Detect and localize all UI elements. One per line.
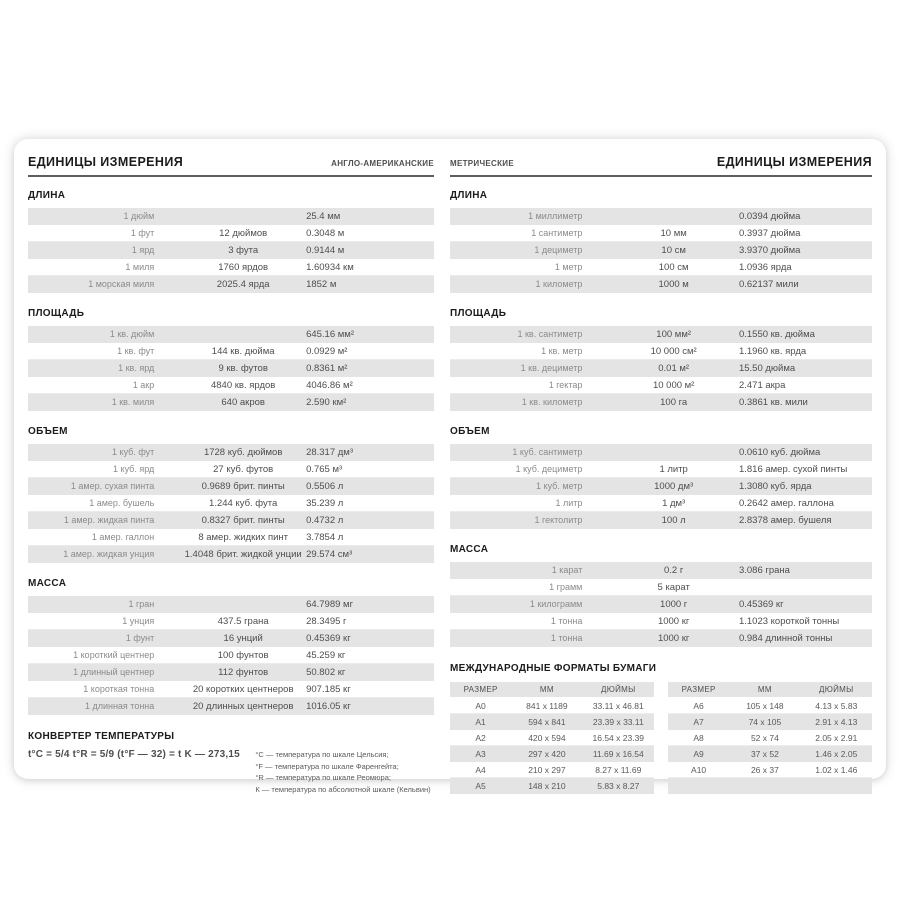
table-cell: 1.60934 км <box>306 262 354 273</box>
table-cell: 1 тонна <box>550 616 583 626</box>
table-cell: 45.259 кг <box>306 650 346 661</box>
table-cell: 1 кв. дециметр <box>520 363 583 373</box>
table-row <box>28 647 434 664</box>
section-right-3 <box>450 544 872 647</box>
table-cell: 0.3937 дюйма <box>738 228 801 239</box>
paper-table-cell: 11.69 x 16.54 <box>592 749 644 759</box>
table-cell: 1 кв. миля <box>111 397 155 407</box>
table-cell: 10 мм <box>660 228 687 239</box>
table-cell: 0.2642 амер. галлона <box>738 498 834 509</box>
table-cell: 1.1023 короткой тонны <box>738 616 840 627</box>
table-cell: 20 длинных центнеров <box>192 701 294 712</box>
paper-table-cell: 33.11 x 46.81 <box>592 701 644 711</box>
table-cell: 1 амер. галлон <box>91 532 155 542</box>
section-left-1 <box>28 308 434 411</box>
paper-table-cell: 1.46 x 2.05 <box>815 749 858 759</box>
table-cell: 1 гран <box>128 599 155 609</box>
section-title: ДЛИНА <box>450 190 488 201</box>
table-cell: 1 миллиметр <box>528 211 583 221</box>
paper-table-cell: 2.91 x 4.13 <box>815 717 858 727</box>
table-cell: 1 фут <box>130 228 155 238</box>
table-cell: 9 кв. футов <box>218 363 268 374</box>
table-cell: 50.802 кг <box>306 667 346 678</box>
table-cell <box>610 444 737 461</box>
temperature-converter-title: КОНВЕРТЕР ТЕМПЕРАТУРЫ <box>28 731 175 742</box>
paper-table-cell <box>668 778 729 794</box>
table-cell: 1 фунт <box>125 633 155 643</box>
paper-table-cell: 210 x 297 <box>528 765 566 775</box>
table-cell: 1 дециметр <box>534 245 583 255</box>
unit-sections-metric <box>450 190 872 647</box>
page-subtitle-anglo: АНГЛО-АМЕРИКАНСКИЕ <box>331 159 434 168</box>
table-cell: 2.8378 амер. бушеля <box>738 515 832 526</box>
table-cell <box>182 326 304 343</box>
paper-header-cell: ДЮЙМЫ <box>601 685 636 694</box>
table-cell: 2.471 акра <box>738 380 786 391</box>
table-row <box>28 394 434 411</box>
paper-table-cell: 16.54 x 23.39 <box>592 733 645 743</box>
paper-table-cell: A9 <box>693 749 704 759</box>
paper-table-row <box>668 746 872 762</box>
paper-header-cell: ММ <box>757 685 772 694</box>
table-row <box>450 444 872 461</box>
table-row <box>28 343 434 360</box>
table-row <box>450 630 872 647</box>
table-cell: 1 гектар <box>548 380 583 390</box>
table-row <box>450 360 872 377</box>
table-cell: 0.0610 куб. дюйма <box>738 447 821 458</box>
table-cell: 1 кв. сантиметр <box>517 329 583 339</box>
temperature-converter <box>28 731 434 796</box>
table-cell: 0.4732 л <box>306 515 344 526</box>
table-cell: 1 короткий центнер <box>73 650 155 660</box>
table-row <box>450 596 872 613</box>
paper-table-cell: A2 <box>475 733 486 743</box>
table-cell: 0.1550 кв. дюйма <box>738 329 815 340</box>
table-cell: 1 километр <box>535 279 583 289</box>
table-cell: 8 амер. жидких пинт <box>198 532 289 543</box>
table-cell: 10 000 м² <box>652 380 695 391</box>
section-left-0 <box>28 190 434 293</box>
section-title: МАССА <box>450 544 489 555</box>
table-cell: 1 кв. километр <box>521 397 583 407</box>
paper-table-cell: 297 x 420 <box>528 749 566 759</box>
paper-table-cell: 8.27 x 11.69 <box>595 765 642 775</box>
table-cell: 1 короткая тонна <box>83 684 155 694</box>
table-cell: 27 куб. футов <box>213 464 274 475</box>
table-row <box>450 461 872 478</box>
paper-formats-title: МЕЖДУНАРОДНЫЕ ФОРМАТЫ БУМАГИ <box>450 663 657 674</box>
table-cell: 1 амер. жидкая унция <box>63 549 155 559</box>
table-cell: 1 метр <box>554 262 583 272</box>
table-cell <box>182 596 304 613</box>
section-right-1 <box>450 308 872 411</box>
paper-table-row <box>450 714 654 730</box>
paper-table-cell: A6 <box>693 701 704 711</box>
table-cell: 64.7989 мг <box>306 599 354 610</box>
paper-table-cell: 148 x 210 <box>528 781 566 791</box>
table-row <box>450 579 872 596</box>
paper-header-cell: ММ <box>539 685 554 694</box>
page-title-right: ЕДИНИЦЫ ИЗМЕРЕНИЯ <box>716 155 872 169</box>
table-cell: 0.8361 м² <box>306 363 348 374</box>
paper-table-header-row <box>450 682 654 698</box>
table-cell: 12 дюймов <box>219 228 268 239</box>
paper-table-cell: A3 <box>475 749 486 759</box>
table-cell: 1 литр <box>555 498 583 508</box>
paper-table-row <box>450 698 654 714</box>
paper-table-row <box>668 762 872 778</box>
table-cell: 100 фунтов <box>217 650 269 661</box>
table-cell: 0.3048 м <box>306 228 345 239</box>
table-cell: 1 акр <box>132 380 155 390</box>
temperature-note: К — температура по абсолютной шкале (Кельвин) <box>255 784 431 794</box>
temperature-converter-body <box>28 749 434 796</box>
table-cell <box>737 579 872 596</box>
table-cell: 1 куб. сантиметр <box>512 447 583 457</box>
table-cell: 1 сантиметр <box>531 228 583 238</box>
column-metric <box>450 152 872 791</box>
table-row <box>450 512 872 529</box>
paper-table-cell: A1 <box>475 717 486 727</box>
header-rule-left <box>28 175 434 177</box>
table-cell: 0.01 м² <box>658 363 690 374</box>
paper-table-a0-a5 <box>450 682 654 794</box>
table-cell: 1 морская миля <box>88 279 155 289</box>
table-row <box>450 259 872 276</box>
paper-table-a6-a10 <box>668 682 872 794</box>
table-row <box>450 225 872 242</box>
page-title-left: ЕДИНИЦЫ ИЗМЕРЕНИЯ <box>28 155 184 169</box>
paper-table-cell: 105 x 148 <box>746 701 784 711</box>
table-cell: 1 гектолитр <box>534 515 583 525</box>
table-cell: 0.45369 кг <box>306 633 351 644</box>
table-cell: 0.984 длинной тонны <box>738 633 833 644</box>
table-cell: 20 коротких центнеров <box>192 684 294 695</box>
table-cell: 1 куб. фут <box>112 447 155 457</box>
temperature-note: °F — температура по шкале Фаренгейта; <box>255 761 399 771</box>
table-row <box>28 461 434 478</box>
paper-table-cell: A8 <box>693 733 704 743</box>
table-row <box>28 596 434 613</box>
left-header <box>28 152 434 169</box>
table-cell: 3.7854 л <box>306 532 344 543</box>
table-cell: 1000 дм³ <box>654 481 694 492</box>
table-cell: 0.0929 м² <box>306 346 348 357</box>
table-cell: 1000 кг <box>657 616 690 627</box>
section-left-2 <box>28 426 434 563</box>
table-cell: 0.9689 брит. пинты <box>201 481 285 492</box>
section-title: МАССА <box>28 578 67 589</box>
table-cell: 29.574 см³ <box>306 549 353 560</box>
paper-table-row <box>450 778 654 794</box>
table-row <box>450 343 872 360</box>
table-cell: 1 куб. дециметр <box>515 464 583 474</box>
table-cell <box>610 208 737 225</box>
table-row <box>450 208 872 225</box>
table-cell: 645.16 мм² <box>306 329 354 340</box>
paper-table-row <box>668 714 872 730</box>
table-cell: 1.244 куб. фута <box>209 498 278 509</box>
paper-formats-tables <box>450 682 872 794</box>
table-cell: 1 дм³ <box>662 498 686 509</box>
table-cell: 0.62137 мили <box>738 279 799 290</box>
right-header <box>450 152 872 169</box>
table-row <box>28 377 434 394</box>
table-cell: 100 см <box>658 262 689 273</box>
paper-header-cell: ДЮЙМЫ <box>819 685 854 694</box>
table-cell: 10 см <box>661 245 686 256</box>
table-row <box>28 512 434 529</box>
table-row <box>450 495 872 512</box>
table-cell: 1 дюйм <box>123 211 155 221</box>
table-cell: 1 миля <box>125 262 155 272</box>
table-cell: 1728 куб. дюймов <box>203 447 283 458</box>
table-row <box>450 326 872 343</box>
table-row <box>28 681 434 698</box>
paper-table-cell: 594 x 841 <box>528 717 566 727</box>
table-cell: 144 кв. дюйма <box>211 346 275 357</box>
table-cell: 2025.4 ярда <box>216 279 270 290</box>
table-cell: 1 кв. фут <box>117 346 155 356</box>
table-cell: 25.4 мм <box>306 211 341 222</box>
table-row <box>28 546 434 563</box>
paper-table-header-row <box>668 682 872 698</box>
table-cell: 1.816 амер. сухой пинты <box>738 464 848 475</box>
table-cell: 1 ярд <box>131 245 155 255</box>
table-cell: 1 тонна <box>550 633 583 643</box>
unit-sections-anglo <box>28 190 434 715</box>
table-cell: 100 мм² <box>656 329 692 340</box>
section-title: ДЛИНА <box>28 190 66 201</box>
table-cell: 1 амер. жидкая пинта <box>63 515 155 525</box>
table-cell: 1 куб. метр <box>536 481 583 491</box>
paper-table-row <box>668 698 872 714</box>
temperature-note: °C — температура по шкале Цельсия; <box>255 750 389 759</box>
table-cell: 3.9370 дюйма <box>738 245 801 256</box>
table-cell: 1852 м <box>306 279 337 290</box>
units-page <box>14 139 886 794</box>
table-row <box>450 242 872 259</box>
table-row <box>28 495 434 512</box>
table-row <box>28 259 434 276</box>
paper-table-cell: 52 x 74 <box>750 733 779 743</box>
table-cell: 1016.05 кг <box>306 701 351 712</box>
table-cell: 640 акров <box>221 397 265 408</box>
paper-table-cell: A7 <box>693 717 704 727</box>
table-cell: 907.185 кг <box>306 684 351 695</box>
table-cell: 437.5 грана <box>217 616 269 627</box>
table-cell: 100 га <box>660 397 688 408</box>
paper-table-cell: A4 <box>475 765 486 775</box>
table-cell: 0.765 м³ <box>306 464 343 475</box>
table-cell: 0.8327 брит. пинты <box>201 515 285 526</box>
temperature-formula: t°C = 5/4 t°R = 5/9 (t°F — 32) = t K — 273,15 <box>28 749 240 760</box>
table-row <box>450 478 872 495</box>
table-row <box>28 529 434 546</box>
table-cell: 1.4048 брит. жидкой унции <box>184 549 302 560</box>
section-title: ПЛОЩАДЬ <box>28 308 85 319</box>
table-cell: 1 карат <box>551 565 583 575</box>
table-row <box>28 478 434 495</box>
paper-table-cell: 420 x 594 <box>528 733 566 743</box>
section-right-2 <box>450 426 872 529</box>
paper-table-cell: 5.83 x 8.27 <box>597 781 640 791</box>
table-row <box>450 394 872 411</box>
table-row <box>28 276 434 293</box>
temperature-notes <box>255 749 434 796</box>
paper-table-cell: 841 x 1189 <box>526 701 568 711</box>
table-cell: 0.3861 кв. мили <box>738 397 808 408</box>
section-title: ПЛОЩАДЬ <box>450 308 507 319</box>
paper-table-cell: 37 x 52 <box>750 749 779 759</box>
table-cell: 1 кв. дюйм <box>109 329 155 339</box>
paper-table-cell <box>729 778 800 794</box>
table-cell: 1.1960 кв. ярда <box>738 346 807 357</box>
table-cell: 2.590 км² <box>306 397 347 408</box>
table-cell: 1 длинная тонна <box>84 701 155 711</box>
table-row <box>28 360 434 377</box>
table-row <box>28 242 434 259</box>
paper-table-row <box>450 762 654 778</box>
table-cell: 1.3080 куб. ярда <box>738 481 812 492</box>
table-cell: 4840 кв. ярдов <box>210 380 276 391</box>
table-row <box>450 377 872 394</box>
table-row <box>28 326 434 343</box>
table-cell: 3 фута <box>228 245 259 256</box>
table-cell: 10 000 см² <box>650 346 697 357</box>
table-cell: 0.5506 л <box>306 481 344 492</box>
paper-table-cell: A5 <box>475 781 486 791</box>
paper-header-cell: РАЗМЕР <box>463 685 498 694</box>
table-cell: 28.3495 г <box>306 616 347 627</box>
paper-table-cell: 2.05 x 2.91 <box>815 733 858 743</box>
table-cell: 3.086 грана <box>738 565 790 576</box>
table-row <box>450 276 872 293</box>
section-title: ОБЪЕМ <box>28 426 68 437</box>
table-cell: 1 кв. метр <box>541 346 583 356</box>
table-cell: 1 литр <box>659 464 688 475</box>
table-cell: 1 длинный центнер <box>73 667 155 677</box>
section-title: ОБЪЕМ <box>450 426 490 437</box>
page-subtitle-metric: МЕТРИЧЕСКИЕ <box>450 159 514 168</box>
table-cell: 5 карат <box>657 582 690 593</box>
table-cell: 1760 ярдов <box>218 262 269 273</box>
paper-table-row <box>450 730 654 746</box>
table-cell: 1000 кг <box>657 633 690 644</box>
table-cell: 0.2 г <box>664 565 684 576</box>
paper-table-cell: 1.02 x 1.46 <box>815 765 858 775</box>
paper-table-cell: A0 <box>475 701 486 711</box>
table-cell: 1 килограмм <box>529 599 583 609</box>
table-cell: 15.50 дюйма <box>738 363 796 374</box>
column-anglo-american <box>28 152 434 794</box>
table-cell: 0.0394 дюйма <box>738 211 801 222</box>
table-cell: 1000 г <box>660 599 688 610</box>
paper-table-row <box>668 730 872 746</box>
table-cell: 4046.86 м² <box>306 380 353 391</box>
table-row <box>28 444 434 461</box>
table-cell: 1.0936 ярда <box>738 262 792 273</box>
paper-table-cell: A10 <box>691 765 707 775</box>
section-right-0 <box>450 190 872 293</box>
table-cell: 28.317 дм³ <box>306 447 353 458</box>
paper-table-cell: 4.13 x 5.83 <box>815 701 858 711</box>
table-cell: 1 амер. бушель <box>89 498 155 508</box>
table-cell: 1 грамм <box>549 582 583 592</box>
table-row <box>28 208 434 225</box>
paper-formats <box>450 663 872 794</box>
table-cell: 16 унций <box>223 633 263 644</box>
table-cell: 100 л <box>661 515 686 526</box>
table-row <box>28 613 434 630</box>
paper-table-cell <box>801 778 872 794</box>
paper-table-cell: 26 x 37 <box>750 765 779 775</box>
header-rule-right <box>450 175 872 177</box>
paper-header-cell: РАЗМЕР <box>681 685 716 694</box>
table-row <box>28 664 434 681</box>
table-row <box>450 562 872 579</box>
table-row <box>28 630 434 647</box>
paper-table-cell: 74 x 105 <box>748 717 782 727</box>
table-cell: 1 кв. ярд <box>118 363 155 373</box>
table-cell: 1 куб. ярд <box>113 464 155 474</box>
table-row <box>28 698 434 715</box>
section-left-3 <box>28 578 434 715</box>
table-cell: 1 унция <box>122 616 155 626</box>
table-cell: 0.45369 кг <box>738 599 784 610</box>
temperature-note: °R — температура по шкале Реомюра; <box>255 773 391 783</box>
table-cell: 0.9144 м <box>306 245 345 256</box>
paper-table-row <box>668 778 872 794</box>
table-cell: 112 фунтов <box>218 667 269 678</box>
paper-table-row <box>450 746 654 762</box>
table-row <box>450 613 872 630</box>
table-cell: 35.239 л <box>306 498 344 509</box>
table-row <box>28 225 434 242</box>
table-cell: 1 амер. сухая пинта <box>70 481 155 491</box>
table-cell <box>182 208 304 225</box>
paper-table-cell: 23.39 x 33.11 <box>592 717 644 727</box>
table-cell: 1000 м <box>658 279 689 290</box>
